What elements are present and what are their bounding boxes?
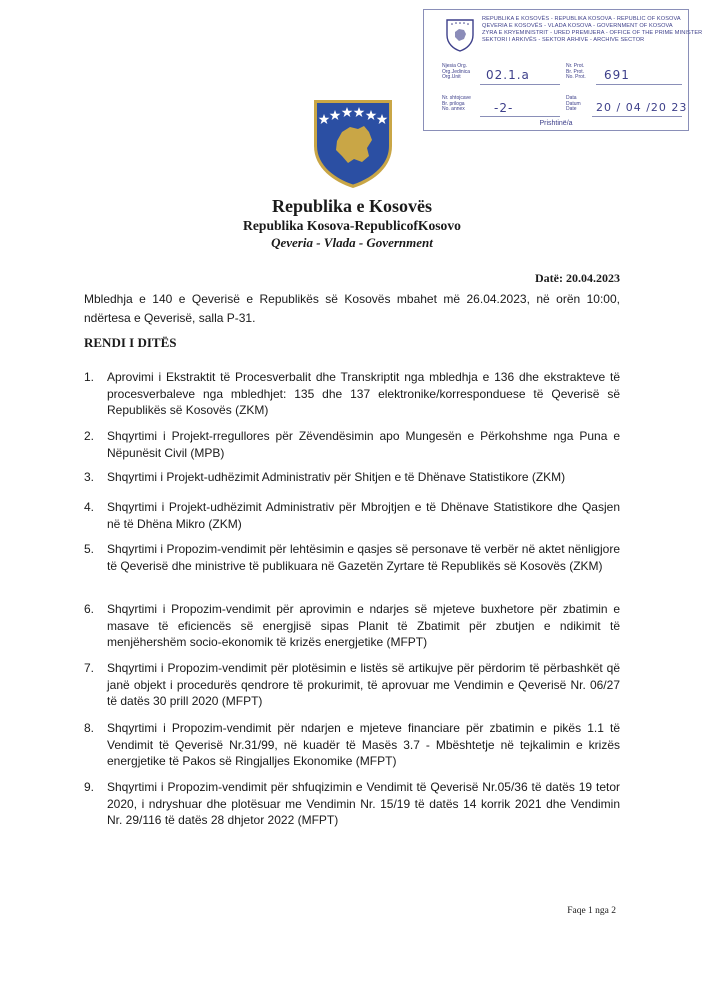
stamp-annex-labels: [442, 96, 471, 113]
stamp-date-labels: [566, 96, 581, 113]
stamp-date-value: 20 / 04 /20 23: [596, 101, 688, 114]
stamp-label: Nr. Prot.: [566, 63, 585, 69]
stamp-org-unit-labels: [442, 64, 470, 81]
agenda-item: [84, 369, 620, 419]
agenda-item: [84, 469, 620, 486]
agenda-item-text: Shqyrtimi i Propozim-vendimit për aprovimin e ndarjes së mjeteve buxhetore për zbatimin e masave të eficiencës së energjisë sipas Planit të Zbatimit për zbutjen e ndikimit të menjëhershëm socio-ekonomik të krizës energjetike (MFPT): [107, 602, 620, 649]
kosovo-coat-of-arms-icon: [306, 96, 400, 190]
agenda-item-number: 1.: [84, 370, 95, 384]
agenda-heading: RENDI I DITËS: [84, 335, 177, 350]
stamp-label: No. annex: [442, 106, 465, 113]
stamp-label: Br. priloga: [442, 100, 465, 107]
stamp-label: Date: [566, 106, 577, 113]
agenda-item-text: Shqyrtimi i Projekt-udhëzimit Administrativ për Mbrojtjen e të Dhënave Statistikore dhe Qasjen në të Dhëna Mikro (ZKM): [107, 500, 620, 531]
agenda-item-text: Shqyrtimi i Propozim-vendimit për lehtësimin e qasjes së personave të verbër në aktet nënligjore të Qeverisë dhe ministrive të publikuara në Gazetën Zyrtare të Republikës së Kosovës (ZKM): [107, 542, 620, 573]
agenda-item-number: 2.: [84, 429, 95, 443]
stamp-line: [592, 116, 682, 117]
agenda-item: [84, 720, 620, 770]
stamp-header-line: ZYRA E KRYEMINISTRIT - URED PREMIJERA - OFFICE OF THE PRIME MINISTER: [482, 29, 703, 36]
stamp-prot-value: 691: [604, 68, 630, 82]
stamp-line: [596, 84, 682, 85]
agenda-item: [84, 541, 620, 574]
agenda-item-text: Shqyrtimi i Projekt-rregullores për Zëvendësimin apo Mungesën e Përkohshme nga Puna e Nëpunësit Civil (MPB): [107, 429, 620, 460]
meeting-intro: Mbledhja e 140 e Qeverisë e Republikës së Kosovës mbahet më 26.04.2023, në orën 10:00, ndërtesa e Qeverisë, salla P-31.: [84, 292, 620, 325]
agenda-item-text: Aprovimi i Ekstraktit të Procesverbalit dhe Transkriptit nga mbledhja e 136 dhe ekstrakteve të procesverbaleve nga mbledhjet: 135 dhe 137 elektronike/korresponduese të Qeverisë së Republikës së Kosovës (ZKM): [107, 370, 620, 417]
agenda-item-number: 8.: [84, 721, 95, 735]
page-subtitle: Republika Kosova-RepublicofKosovo: [243, 218, 461, 233]
stamp-label: Br. Prot.: [566, 68, 585, 75]
stamp-header: [482, 16, 703, 44]
stamp-label: Org.Unit: [442, 74, 461, 81]
archive-stamp: [423, 9, 703, 131]
agenda-item-number: 3.: [84, 470, 95, 484]
stamp-prot-labels: [566, 64, 586, 81]
agenda-item-text: Shqyrtimi i Propozim-vendimit për plotësimin e listës së artikujve për përdorim të përbashkët që janë objekt i procedurës qendrore të prokurimit, të aprovuar me Vendimin e Qeverisë Nr. 06/27 të datës 30 prill 2020 (MFPT): [107, 661, 620, 708]
agenda-item: [84, 660, 620, 710]
agenda-item-number: 6.: [84, 602, 95, 616]
stamp-header-line: REPUBLIKA E KOSOVËS - REPUBLIKA KOSOVA - REPUBLIC OF KOSOVA: [482, 16, 681, 22]
agenda-item: [84, 428, 620, 461]
agenda-item-text: Shqyrtimi i Projekt-udhëzimit Administrativ për Shitjen e të Dhënave Statistikore (ZKM): [107, 470, 566, 484]
agenda-item-number: 5.: [84, 542, 95, 556]
stamp-line: [480, 84, 560, 85]
stamp-header-line: QEVERIA E KOSOVËS - VLADA KOSOVA - GOVERNMENT OF KOSOVA: [482, 22, 673, 29]
government-line: Qeveria - Vlada - Government: [271, 235, 433, 250]
agenda-item-text: Shqyrtimi i Propozim-vendimit për shfuqizimin e Vendimit të Qeverisë Nr.05/36 të datës 19 tetor 2020, i ndryshuar dhe plotësuar me Vendimin Nr. 15/19 të datës 14 korrik 2021 dhe Vendimin Nr. 29/116 të datës 28 dhjetor 2022 (MFPT): [107, 780, 620, 827]
agenda-item-number: 4.: [84, 500, 95, 514]
stamp-emblem-icon: [442, 17, 478, 53]
stamp-label: Nr. shtojcave: [442, 95, 471, 101]
agenda-item: [84, 779, 620, 829]
page-title: Republika e Kosovës: [271, 196, 433, 216]
stamp-label: No. Prot.: [566, 74, 586, 81]
agenda-item-text: Shqyrtimi i Propozim-vendimit për ndarjen e mjeteve financiare për zbatimin e pikës 1.1 të Vendimit të Qeverisë Nr.31/99, në kuadër të Masës 3.7 - Mbështetje në tejkalimin e krizës energjetike të Pakos së Ringjalljes Ekonomike (MFPT): [107, 721, 620, 768]
stamp-label: Data: [566, 95, 577, 101]
document-date: Datë: 20.04.2023: [535, 271, 620, 285]
agenda-item: [84, 499, 620, 532]
agenda-item: [84, 601, 620, 651]
agenda-item-number: 9.: [84, 780, 95, 794]
stamp-annex-value: -2-: [494, 101, 514, 115]
stamp-label: Njesia Org.: [442, 63, 468, 69]
stamp-org-unit-value: 02.1.a: [486, 68, 530, 82]
stamp-label: Datum: [566, 100, 581, 107]
stamp-line: [480, 116, 560, 117]
stamp-label: Org.Jedinica: [442, 68, 471, 75]
stamp-header-line: SEKTORI I ARKIVËS - SEKTOR ARHIVE - ARCHIVE SECTOR: [482, 36, 645, 43]
page-number: Faqe 1 nga 2: [567, 906, 616, 916]
agenda-item-number: 7.: [84, 661, 95, 675]
stamp-footer: Prishtinë/a: [539, 120, 573, 127]
